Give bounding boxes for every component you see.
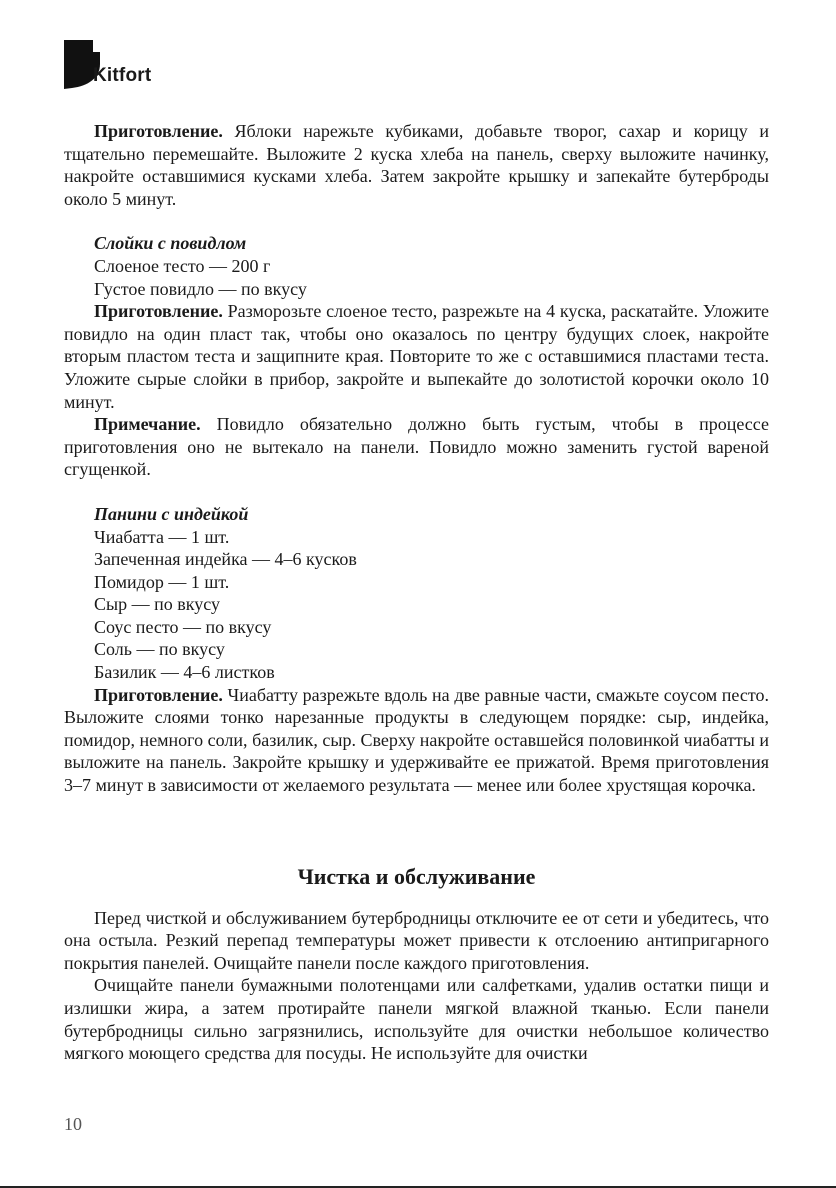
section-heading: Чистка и обслуживание: [297, 863, 536, 889]
recipe2-ingredient: Соль — по вкусу: [94, 639, 225, 660]
recipe2-prep-label: Приготовление.: [94, 684, 223, 705]
cleaning-paragraph: Очищайте панели бумажными полотенцами или салфетками, удалив остатки пищи и излишки жира, а затем протирайте панели мягкой влажной тканью. Если панели бутербродницы сильно загрязнились, используйте для очистки небольшое количество мягкого моющего средства для посуды. Не используйте для очистки: [64, 975, 769, 1064]
brand-logo: [64, 40, 194, 90]
recipe2-ingredient: Помидор — 1 шт.: [94, 571, 230, 592]
intro-paragraph: [64, 120, 769, 210]
recipe1-note: [64, 413, 769, 481]
recipe2-ingredient: Запеченная индейка — 4–6 кусков: [94, 549, 357, 570]
recipe2-ingredient: Чиабатта — 1 шт.: [94, 526, 230, 547]
recipe1-note-text: Повидло обязательно должно быть густым, чтобы в процессе приготовления оно не вытекало на панели. Повидло можно заменить густой вареной сгущенкой.: [64, 414, 769, 480]
recipe1-prep-text: Разморозьте слоеное тесто, разрежьте на 4 куска, раскатайте. Уложите повидло на один пласт так, чтобы оно оказалось по центру будущих слоек, накройте вторым пластом теста и защипните края. Повторите то же с оставшимися пластами теста. Уложите сырые слойки в прибор, закройте и выпекайте до золотистой корочки около 10 минут.: [64, 301, 769, 412]
brand-name: Kitfort: [93, 65, 152, 86]
recipe2-ingredient: Сыр — по вкусу: [94, 594, 220, 615]
recipe1-preparation: [64, 300, 769, 413]
recipe2-prep-text: Чиабатту разрежьте вдоль на две равные части, смажьте соусом песто. Выложите слоями тонко нарезанные продукты в следующем порядке: сыр, индейка, помидор, немного соли, базилик, сыр. Сверху накройте оставшейся половинкой чиабатты и выложите на панель. Закройте крышку и удерживайте ее прижатой. Время приготовления 3–7 минут в зависимости от желаемого результата — менее или более хрустящая корочка.: [64, 684, 769, 796]
intro-label: Приготовление.: [94, 121, 223, 141]
page-number: 10: [64, 1114, 82, 1134]
recipe1-ingredient: Слоеное тесто — 200 г: [94, 255, 271, 276]
page-content: [64, 120, 769, 1065]
recipe2-title: Панини с индейкой: [94, 503, 249, 524]
recipe1-prep-label: Приготовление.: [94, 301, 223, 322]
cleaning-paragraph: Перед чисткой и обслуживанием бутербродницы отключите ее от сети и убедитесь, что она остыла. Резкий перепад температуры может привести к отслоению антипригарного покрытия панелей. Очищайте панели после каждого приготовления.: [64, 907, 769, 973]
recipe2-preparation: [64, 684, 769, 797]
recipe1-ingredient: Густое повидло — по вкусу: [94, 278, 307, 299]
recipe1-note-label: Примечание.: [94, 414, 201, 435]
recipe1-title: Слойки с повидлом: [94, 233, 247, 254]
recipe2-ingredient: Соус песто — по вкусу: [94, 616, 272, 637]
recipe2-ingredient: Базилик — 4–6 листков: [94, 662, 275, 683]
intro-text: Яблоки нарежьте кубиками, добавьте творог, сахар и корицу и тщательно перемешайте. Выложите 2 куска хлеба на панель, сверху выложите начинку, накройте оставшимися кусками хлеба. Затем закройте крышку и запекайте бутерброды около 5 минут.: [64, 121, 769, 209]
